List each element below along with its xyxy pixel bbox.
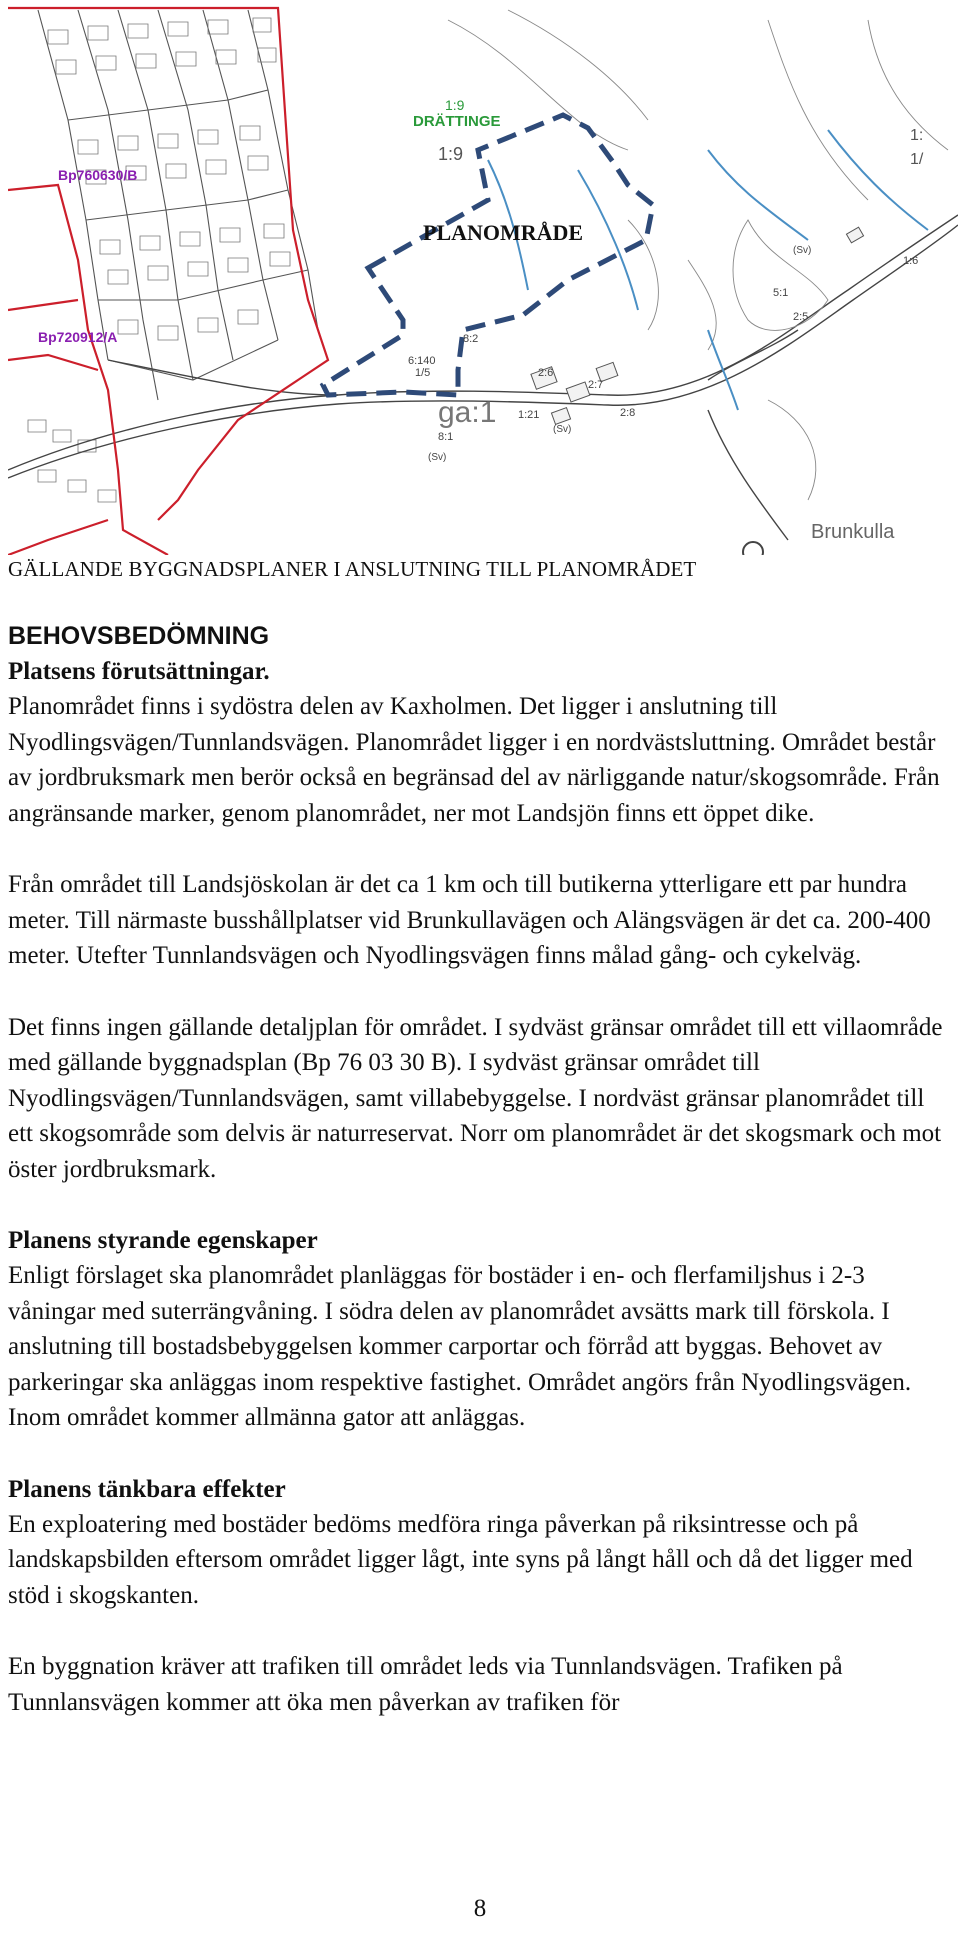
- subsection-title: Planens styrande egenskaper: [8, 1227, 318, 1254]
- paragraph: En byggnation kräver att trafiken till området leds via Tunnlandsvägen. Trafiken på Tunnlansvägen kommer att öka men påverkan av trafiken för: [8, 1653, 843, 1716]
- subsection-title: Platsens förutsättningar.: [8, 658, 270, 685]
- ga-label: ga:1: [438, 396, 497, 429]
- paragraph: Enligt förslaget ska planområdet planläggas för bostäder i en- och flerfamiljshus i 2-3 våningar med suterrängvåning. I södra delen av planområdet avsätts mark till förskola. I anslutning till bostadsbebyggelsen kommer carportar och förråd att byggas. Behovet av parkeringar ska anläggas inom respektive fastighet. Området angörs från Nyodlingsvägen. Inom området kommer allmänna gator att anläggas.: [8, 1262, 912, 1431]
- plot-label-edge-2: 1/: [910, 151, 924, 168]
- plot-label-28: 2:8: [620, 407, 636, 419]
- drattinge-label: DRÄTTINGE: [413, 113, 501, 130]
- paragraph: En exploatering med bostäder bedöms medföra ringa påverkan på riksintresse och på landskapsbilden eftersom området ligger lågt, inte syns på långt håll och då det ligger med stöd i skogskanten.: [8, 1510, 913, 1609]
- brunkulla-label: Brunkulla: [811, 521, 895, 543]
- map-figure: [8, 0, 958, 555]
- plot-label-19: 1:9: [438, 144, 464, 164]
- bp-label-2: Bp720912/A: [38, 329, 118, 345]
- subsection-title: Planens tänkbara effekter: [8, 1475, 286, 1503]
- paragraph: Det finns ingen gällande detaljplan för området. I sydväst gränsar området till ett villaområde med gällande byggnadsplan (Bp 76 03 30 B). I sydväst gränsar området till Nyodlingsvägen/Tunnlandsvägen, samt villabebyggelse. I nordväst gränsar planområdet till ett skogsområde som delvis är naturreservat. Norr om planområdet är det skogsmark och mot öster jordbruksmark.: [8, 1013, 943, 1183]
- plot-label-26: 2:6: [538, 367, 554, 379]
- paragraph: Från området till Landsjöskolan är det ca 1 km och till butikerna ytterligare ett par hundra meter. Till närmaste busshållplatser vid Brunkullavägen och Alängsvägen är det ca. 200-400 meter. Utefter Tunnlandsvägen och Nyodlingsvägen finns målad gång- och cykelväg.: [8, 871, 931, 969]
- plot-label-25: 2:5: [793, 311, 809, 323]
- plot-label-16: 1:6: [903, 255, 919, 267]
- section-title: BEHOVSBEDÖMNING: [8, 622, 270, 650]
- paragraph: Planområdet finns i sydöstra delen av Kaxholmen. Det ligger i anslutning till Nyodlingsvägen/Tunnlandsvägen. Planområdet ligger i en nordvästsluttning. Området består av jordbruksmark men berör också en begränsad del av närliggande natur/skogsområde. Från angränsande marker, genom planområdet, ner mot Landsjön finns ett öppet dike.: [8, 693, 940, 827]
- page-number: 8: [473, 1895, 487, 1922]
- plot-label-6140: 6:140: [408, 355, 436, 367]
- plot-label-82: 8:2: [463, 333, 479, 345]
- plot-label-81: 8:1: [438, 431, 454, 443]
- plot-label-15: 1/5: [415, 367, 431, 379]
- drattinge-number: 1:9: [445, 97, 465, 113]
- plot-label-51: 5:1: [773, 287, 789, 299]
- planomrade-label: PLANOMRÅDE: [423, 220, 584, 245]
- plot-label-27: 2:7: [588, 379, 604, 391]
- bp-label-1: Bp760630/B: [58, 167, 138, 183]
- map-caption: GÄLLANDE BYGGNADSPLANER I ANSLUTNING TILL PLANOMRÅDET: [8, 557, 697, 581]
- sv-label-1: (Sv): [428, 452, 447, 463]
- sv-label-3: (Sv): [553, 424, 572, 435]
- plot-label-edge-1: 1:: [910, 127, 924, 144]
- plot-label-121: 1:21: [518, 409, 540, 421]
- sv-label-2: (Sv): [793, 245, 812, 256]
- document-body: [8, 618, 953, 1720]
